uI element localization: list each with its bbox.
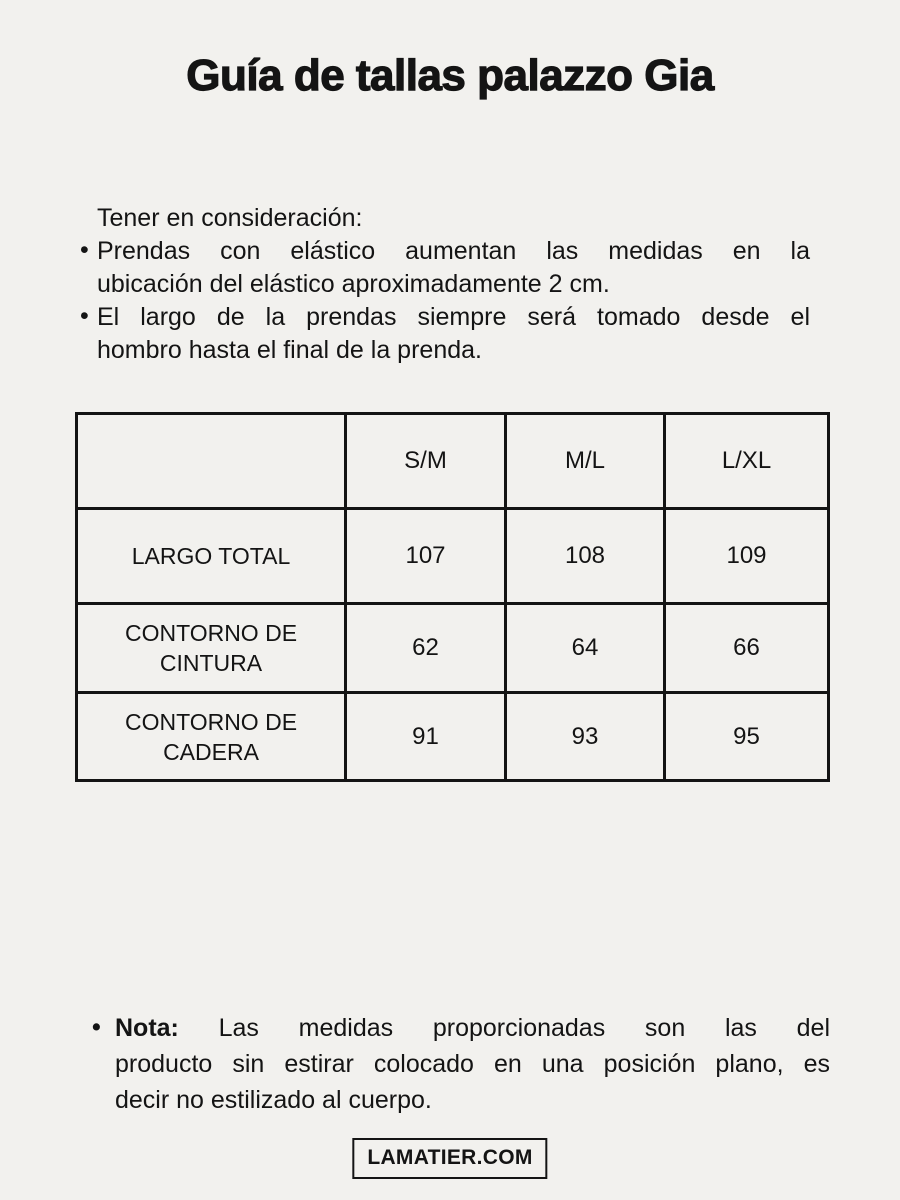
table-row [77, 604, 829, 693]
considerations-section [80, 202, 810, 367]
note-text: Las medidas proporcionadas son las del [218, 1014, 831, 1042]
table-header-ml: M/L [506, 414, 665, 509]
bullet-item [80, 235, 810, 301]
bullet-line: hombro hasta el final de la prenda. [97, 336, 482, 364]
considerations-heading: Tener en consideración: [97, 204, 363, 232]
table-header-lxl: L/XL [665, 414, 829, 509]
row-label-largo-total: LARGO TOTAL [77, 509, 346, 604]
value-cell: 108 [506, 509, 665, 604]
note-line [115, 1010, 830, 1046]
bullet-line: ubicación del elástico aproximadamente 2 cm. [97, 270, 610, 298]
value-cell: 93 [506, 693, 665, 781]
brand-label: LAMATIER.COM [367, 1146, 533, 1169]
table-header-row [77, 414, 829, 509]
table-row [77, 509, 829, 604]
bullet-line: El largo de la prendas siempre será tomado desde el [97, 303, 810, 331]
size-table [75, 412, 830, 782]
row-label-contorno-cadera: CONTORNO DE CADERA [77, 693, 346, 781]
brand-footer-box [352, 1138, 547, 1179]
value-cell: 66 [665, 604, 829, 693]
bullet-line: Prendas con elástico aumentan las medidas en la [97, 237, 810, 265]
note-label: Nota: [115, 1014, 179, 1042]
bullet-icon: • [92, 1013, 101, 1041]
value-cell: 95 [665, 693, 829, 781]
note-section [92, 1010, 830, 1118]
value-cell: 91 [346, 693, 506, 781]
table-row [77, 693, 829, 781]
value-cell: 109 [665, 509, 829, 604]
table-corner-cell [77, 414, 346, 509]
table-header-sm: S/M [346, 414, 506, 509]
note-line: producto sin estirar colocado en una posición plano, es [115, 1050, 830, 1078]
note-line: decir no estilizado al cuerpo. [115, 1086, 432, 1114]
bullet-icon: • [80, 236, 89, 264]
value-cell: 64 [506, 604, 665, 693]
bullet-item [80, 301, 810, 367]
page-title: Guía de tallas palazzo Gia [186, 51, 714, 100]
value-cell: 107 [346, 509, 506, 604]
value-cell: 62 [346, 604, 506, 693]
row-label-contorno-cintura: CONTORNO DE CINTURA [77, 604, 346, 693]
bullet-icon: • [80, 302, 89, 330]
